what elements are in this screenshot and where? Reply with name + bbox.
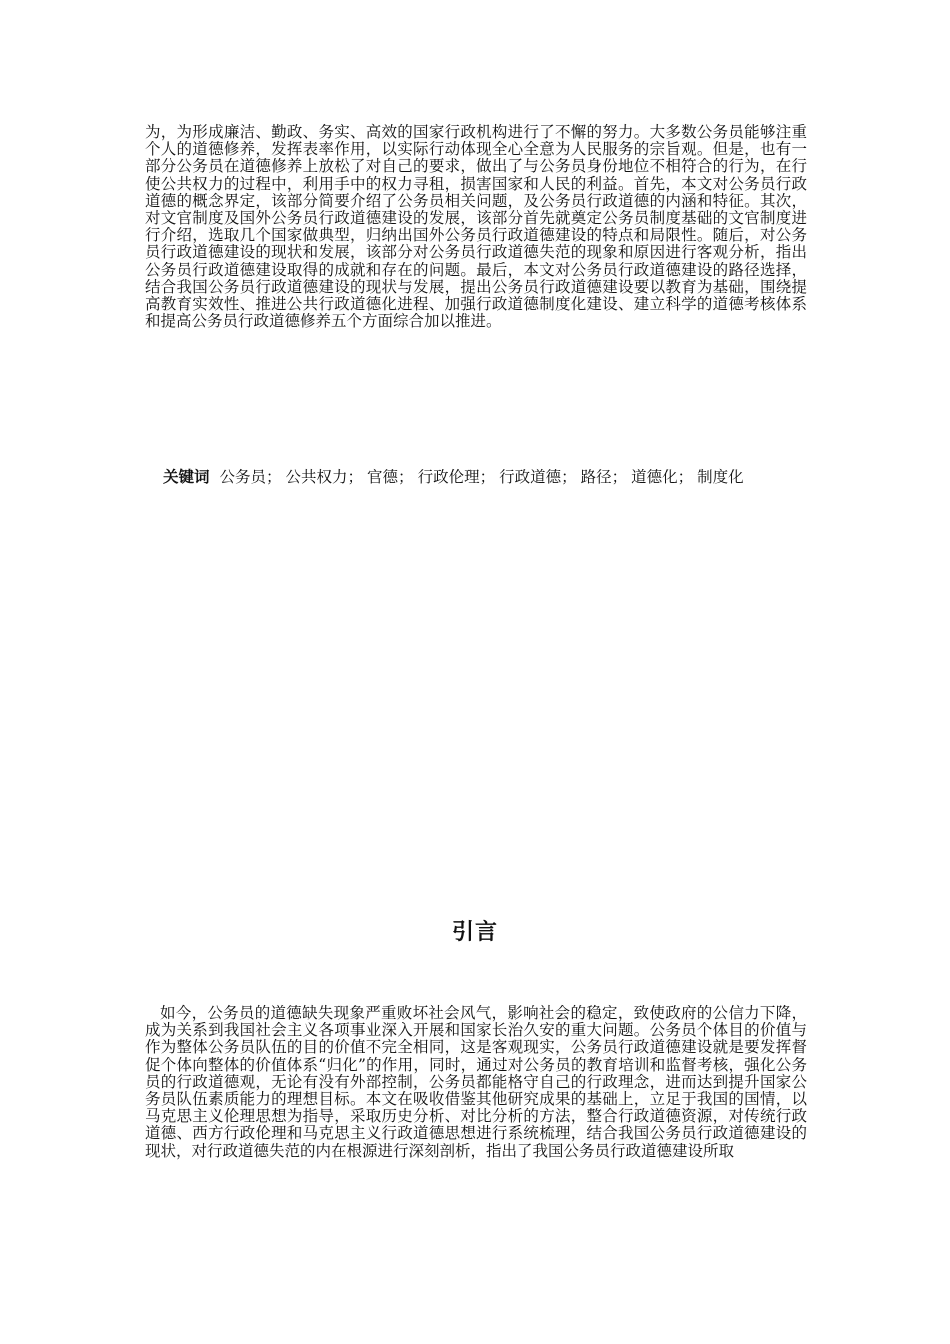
keyword-item: 道德化；: [631, 468, 694, 486]
keywords-label: 关键词: [163, 468, 210, 486]
section-heading-introduction: 引言: [451, 920, 498, 945]
keyword-item: 行政伦理；: [417, 468, 496, 486]
keyword-item: 官德；: [367, 468, 414, 486]
keyword-item: 制度化: [697, 468, 744, 486]
keyword-item: 路径；: [580, 468, 628, 486]
keywords-line: [145, 466, 825, 488]
keyword-item: 行政道德；: [499, 468, 577, 486]
keyword-item: 公共权力；: [285, 468, 364, 486]
introduction-paragraph: 如今，公务员的道德缺失现象严重败坏社会风气，影响社会的稳定，致使政府的公信力下降，成为关系到我国社会主义各项事业深入开展和国家长治久安的重大问题。公务员个体目的价值与作为整体公务员队伍的目的价值不完全相同，这是客观现实，公务员行政道德建设就是要发挥督促个体向整体的价值体系“归化”的作用，同时，通过对公务员的教育培训和监督考核，强化公务员的行政道德观，无论有没有外部控制，公务员都能格守自己的行政理念，进而达到提升国家公务员队伍素质能力的理想目标。本文在吸收借鉴其他研究成果的基础上，立足于我国的国情，以马克思主义伦理思想为指导，采取历史分析、对比分析的方法，整合行政道德资源，对传统行政道德、西方行政伦理和马克思主义行政道德思想进行系统梳理，结合我国公务员行政道德建设的现状，对行政道德失范的内在根源进行深刻剖析，指出了我国公务员行政道德建设所取: [145, 1004, 807, 1160]
keyword-item: 公务员；: [219, 468, 282, 486]
abstract-paragraph: 为，为形成廉洁、勤政、务实、高效的国家行政机构进行了不懈的努力。大多数公务员能够注重个人的道德修养，发挥表率作用，以实际行动体现全心全意为人民服务的宗旨观。但是，也有一部分公务员在道德修养上放松了对自己的要求，做出了与公务员身份地位不相符合的行为，在行使公共权力的过程中，利用手中的权力寻租，损害国家和人民的利益。首先，本文对公务员行政道德的概念界定，该部分简要介绍了公务员相关问题，及公务员行政道德的内涵和特征。其次，对文官制度及国外公务员行政道德建设的发展，该部分首先就奠定公务员制度基础的文官制度进行介绍，选取几个国家做典型，归纳出国外公务员行政道德建设的特点和局限性。随后，对公务员行政道德建设的现状和发展，该部分对公务员行政道德失范的现象和原因进行客观分析，指出公务员行政道德建设取得的成就和存在的问题。最后，本文对公务员行政道德建设的路径选择，结合我国公务员行政道德建设的现状与发展，提出公务员行政道德建设要以教育为基础，围绕提高教育实效性、推进公共行政道德化进程、加强行政道德制度化建设、建立科学的道德考核体系和提高公务员行政道德修养五个方面综合加以推进。: [145, 123, 807, 331]
